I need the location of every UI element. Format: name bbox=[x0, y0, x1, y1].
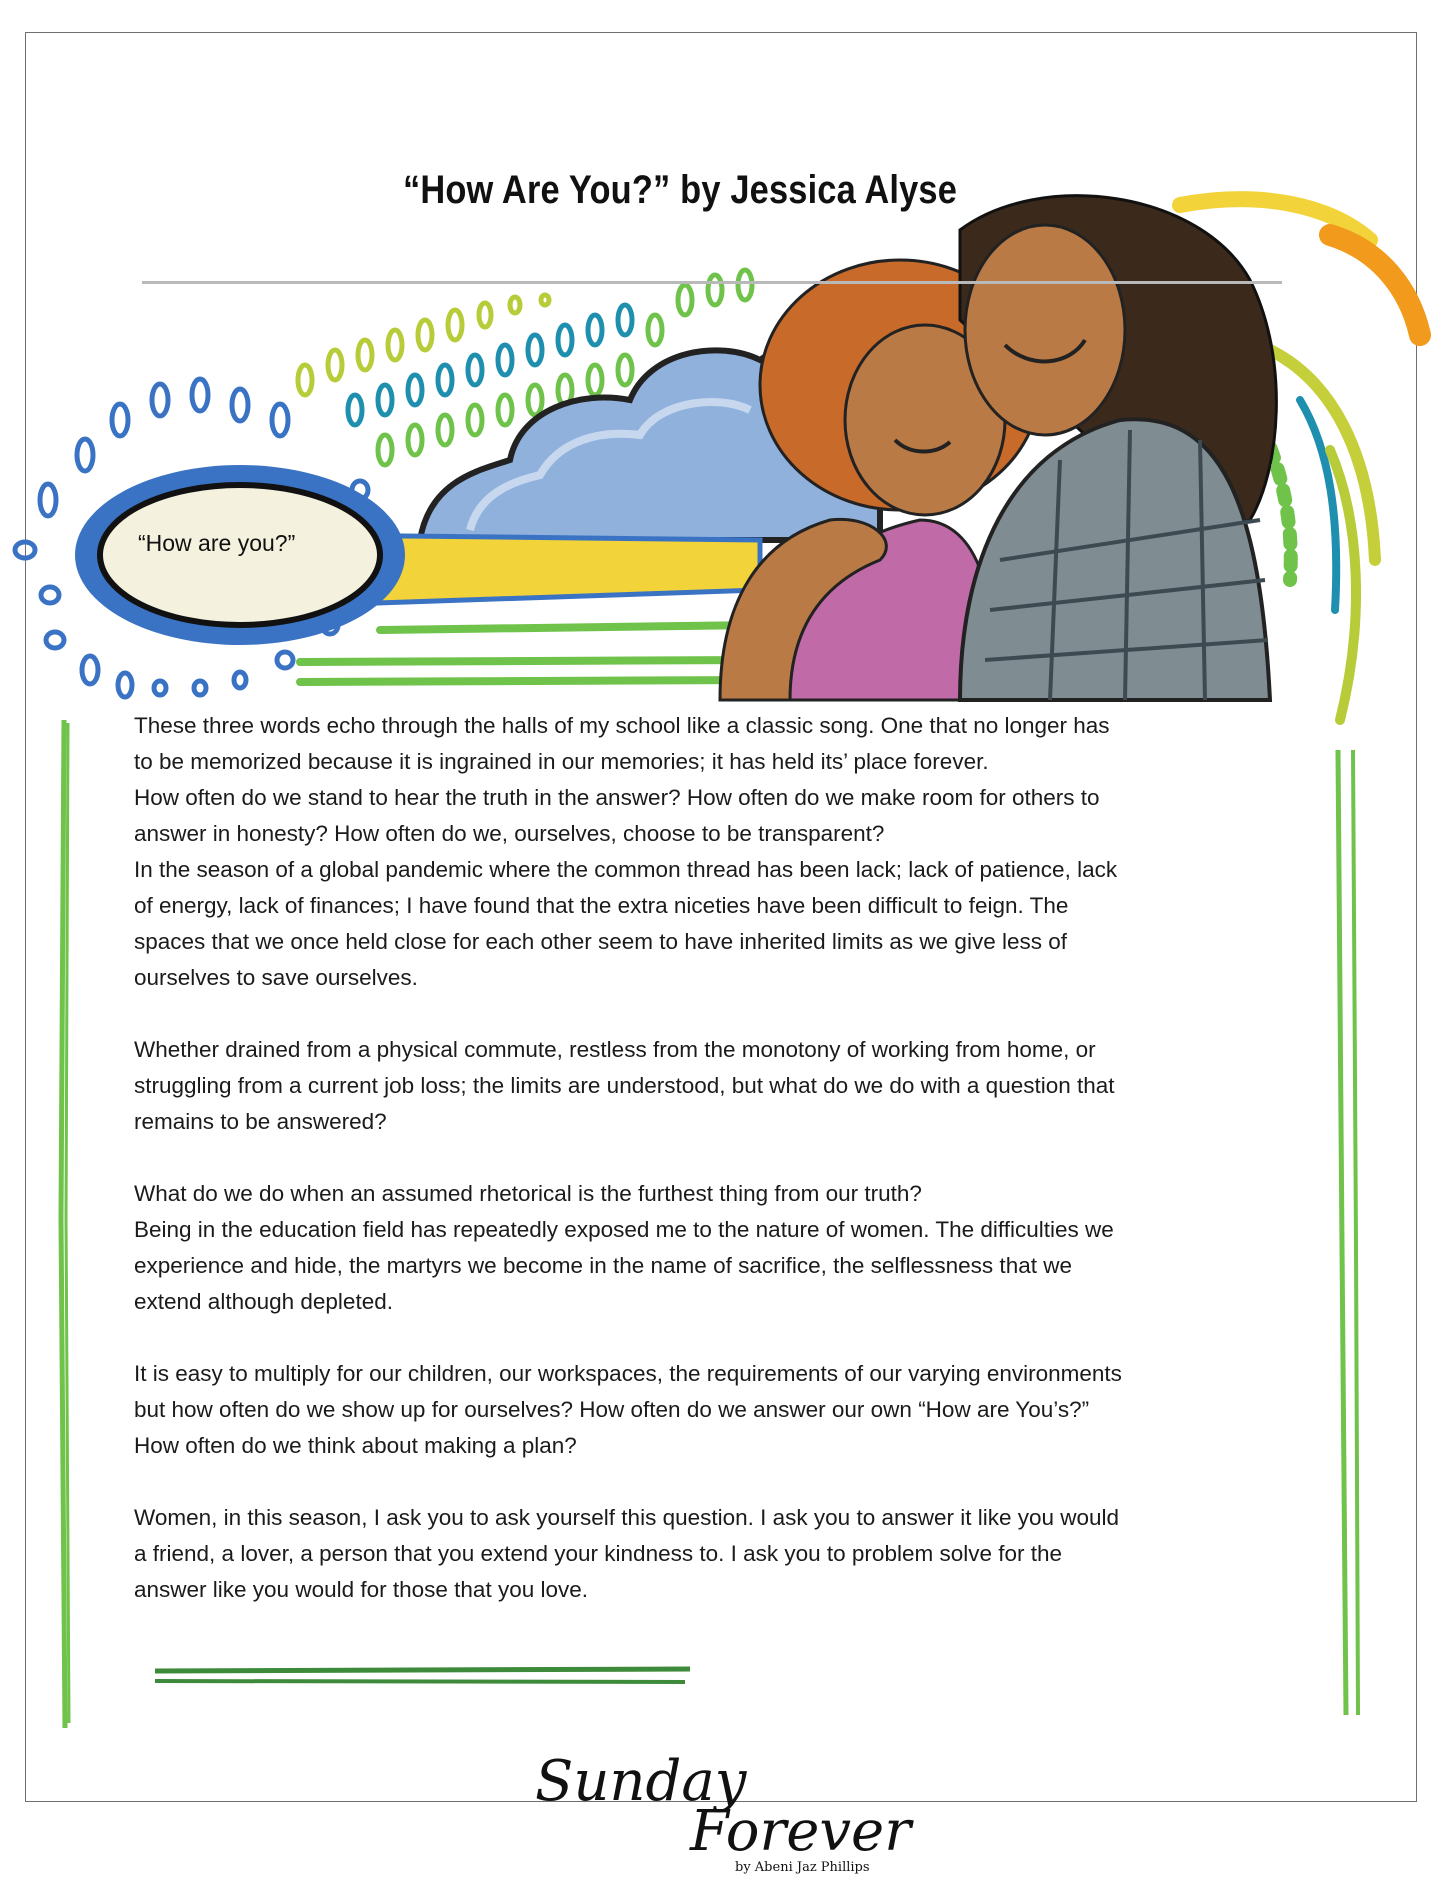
text-line: a friend, a lover, a person that you extend your kindness to. I ask you to problem solve for the bbox=[134, 1541, 1063, 1566]
text-line: Women, in this season, I ask you to ask yourself this question. I ask you to answer it like you would bbox=[134, 1505, 1120, 1530]
article-body bbox=[134, 708, 1284, 1644]
text-line: Being in the education field has repeatedly exposed me to the nature of women. The difficulties we bbox=[134, 1217, 1114, 1242]
text-line: ourselves to save ourselves. bbox=[134, 965, 418, 990]
text-line: Whether drained from a physical commute, restless from the monotony of working from home, or bbox=[134, 1037, 1096, 1062]
green-strokes bbox=[300, 625, 760, 682]
text-line: answer like you would for those that you love. bbox=[134, 1577, 588, 1602]
women-illustration bbox=[720, 196, 1276, 700]
page-title: “How Are You?” by Jessica Alyse bbox=[402, 168, 958, 212]
logo-line2: Forever bbox=[690, 1799, 911, 1864]
speech-bubble-text: “How are you?” bbox=[138, 530, 296, 556]
text-line: experience and hide, the martyrs we become in the name of sacrifice, the selflessness that we bbox=[134, 1253, 1072, 1278]
sunday-forever-logo bbox=[520, 1738, 940, 1878]
title-divider bbox=[142, 281, 1282, 284]
text-line: but how often do we show up for ourselves? How often do we answer our own “How are You’s?” bbox=[134, 1397, 1090, 1422]
text-line: These three words echo through the halls of my school like a classic song. One that no longer has bbox=[134, 713, 1110, 738]
paragraph-4 bbox=[134, 1356, 1284, 1464]
text-line: It is easy to multiply for our children, our workspaces, the requirements of our varying environments bbox=[134, 1361, 1122, 1386]
text-line: to be memorized because it is ingrained in our memories; it has held its’ place forever. bbox=[134, 749, 989, 774]
text-line: spaces that we once held close for each other seem to have inherited limits as we give less of bbox=[134, 929, 1067, 954]
text-line: of energy, lack of finances; I have found that the extra niceties have been difficult to feign. The bbox=[134, 893, 1069, 918]
header-illustration bbox=[0, 0, 1456, 760]
text-line: What do we do when an assumed rhetorical is the furthest thing from our truth? bbox=[134, 1181, 922, 1206]
text-line: answer in honesty? How often do we, ourselves, choose to be transparent? bbox=[134, 821, 885, 846]
text-line: extend although depleted. bbox=[134, 1289, 393, 1314]
logo-line1: Sunday bbox=[535, 1749, 747, 1814]
paragraph-2 bbox=[134, 1032, 1284, 1140]
paragraph-3 bbox=[134, 1176, 1284, 1320]
logo-byline: by Abeni Jaz Phillips bbox=[735, 1860, 870, 1875]
right-green-border bbox=[1328, 745, 1368, 1720]
paragraph-5 bbox=[134, 1500, 1284, 1608]
text-line: How often do we stand to hear the truth in the answer? How often do we make room for others to bbox=[134, 785, 1100, 810]
bottom-green-line bbox=[150, 1665, 695, 1687]
left-green-border bbox=[55, 718, 73, 1733]
text-line: remains to be answered? bbox=[134, 1109, 387, 1134]
text-line: struggling from a current job loss; the limits are understood, but what do we do with a question that bbox=[134, 1073, 1115, 1098]
text-line: How often do we think about making a plan? bbox=[134, 1433, 577, 1458]
text-line: In the season of a global pandemic where the common thread has been lack; lack of patience, lack bbox=[134, 857, 1118, 882]
paragraph-1 bbox=[134, 708, 1284, 996]
